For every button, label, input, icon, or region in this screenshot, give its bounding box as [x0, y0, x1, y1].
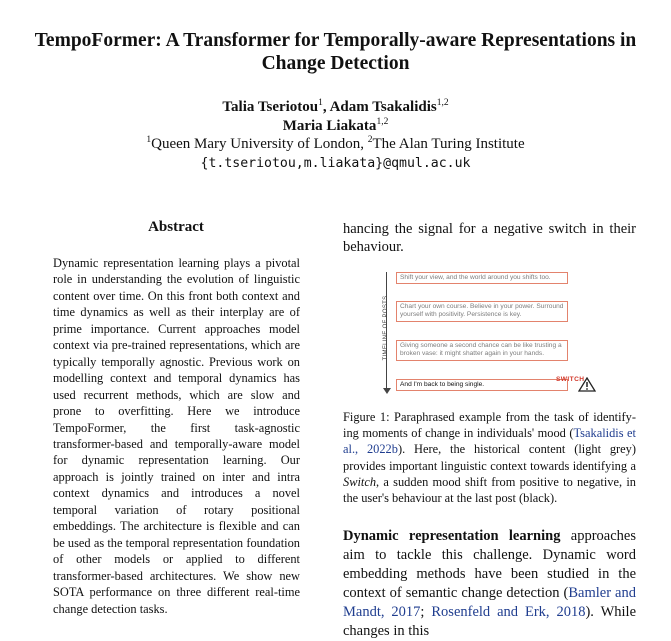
dynamic-representation-paragraph — [343, 527, 636, 641]
author-name: Adam Tsakalidis — [329, 99, 437, 115]
figure-1 — [376, 270, 608, 400]
caption-text: , a sudden mood shift from positive to negative, in the user's behaviour at the last post (black). — [343, 474, 636, 506]
paragraph-text: ). While changes in this — [343, 604, 637, 639]
affiliation-mark: 1 — [146, 135, 152, 145]
paragraph-text: ; — [420, 604, 432, 620]
paragraph-text: approaches aim to tackle this challenge. Dynamic word embedding methods have been studied in the context of semantic change detection ( — [343, 528, 637, 601]
affiliations — [20, 135, 651, 154]
timeline-arrow-icon — [383, 388, 391, 394]
author-affiliation-mark: 1 — [318, 98, 323, 108]
author-list — [20, 98, 651, 136]
citation-link[interactable]: Rosenfeld and Erk, 2018 — [431, 604, 586, 620]
switch-label: SWITCH — [556, 376, 585, 383]
figure-caption — [343, 409, 636, 506]
paper-title: TempoFormer: A Transformer for Temporally-aware Representations in Change Detection — [34, 30, 637, 74]
right-column-continuation: hancing the signal for a negative switch in their behaviour. — [343, 221, 636, 256]
post-box: Chart your own course. Believe in your power. Surround yourself with positivity. Persistence is key. — [396, 301, 568, 322]
caption-text: Figure 1: Paraphrased example from the task of identifying moments of change in individuals' mood ( — [343, 410, 636, 441]
author-emails: {t.tseriotou,m.liakata}@qmul.ac.uk — [200, 156, 471, 171]
citation-link[interactable]: Tsakalidis et al., 2022b — [343, 426, 636, 457]
caption-italic: Switch — [343, 474, 377, 489]
post-box: Giving someone a second chance can be like trusting a broken vase: it might shatter again in your hands. — [396, 340, 568, 361]
post-box: Shift your view, and the world around you shifts too. — [396, 272, 568, 284]
warning-icon — [578, 377, 596, 392]
author-affiliation-mark: 1,2 — [376, 117, 389, 127]
author-name: Maria Liakata — [282, 118, 377, 134]
citation-link[interactable]: Bamler and Mandt, 2017 — [343, 585, 636, 620]
post-box-last: And I'm back to being single. — [396, 379, 568, 391]
abstract-body: Dynamic representation learning plays a pivotal role in understanding the evolution of linguistic content over time. On this front both context and time dynamics as well as their interplay are of prime importance. Current approaches model context via pre-trained representations, which are typically temporally agnostic. Previous work on modelling context and temporal dynamics has used recurrent methods, which are slow and prone to overfitting. Here we introduce TempoFormer, the first task-agnostic transformer-based and temporally-aware model for dynamic representation learning. Our approach is jointly trained on inter and intra context dynamics and introduces a novel temporal variation of rotary positional embeddings. The architecture is flexible and can be used as the temporal representation foundation of other models or applied to different transformer-based architectures. We show new SOTA performance on three different real-time change detection tasks. — [53, 256, 300, 616]
paragraph-heading: Dynamic representation learning — [343, 528, 561, 544]
caption-text: ). Here, the historical content (light grey) provides important linguistic context towards identifying a — [343, 442, 637, 473]
timeline-axis-label: TIMELINE OF POSTS — [383, 295, 389, 361]
author-separator: , — [322, 99, 330, 115]
affiliation-text: The Alan Turing Institute — [372, 136, 525, 152]
author-name: Talia Tseriotou — [222, 99, 319, 115]
author-affiliation-mark: 1,2 — [436, 98, 449, 108]
abstract-heading: Abstract — [148, 219, 204, 235]
affiliation-mark: 2 — [367, 135, 373, 145]
affiliation-text: Queen Mary University of London, — [151, 136, 368, 152]
